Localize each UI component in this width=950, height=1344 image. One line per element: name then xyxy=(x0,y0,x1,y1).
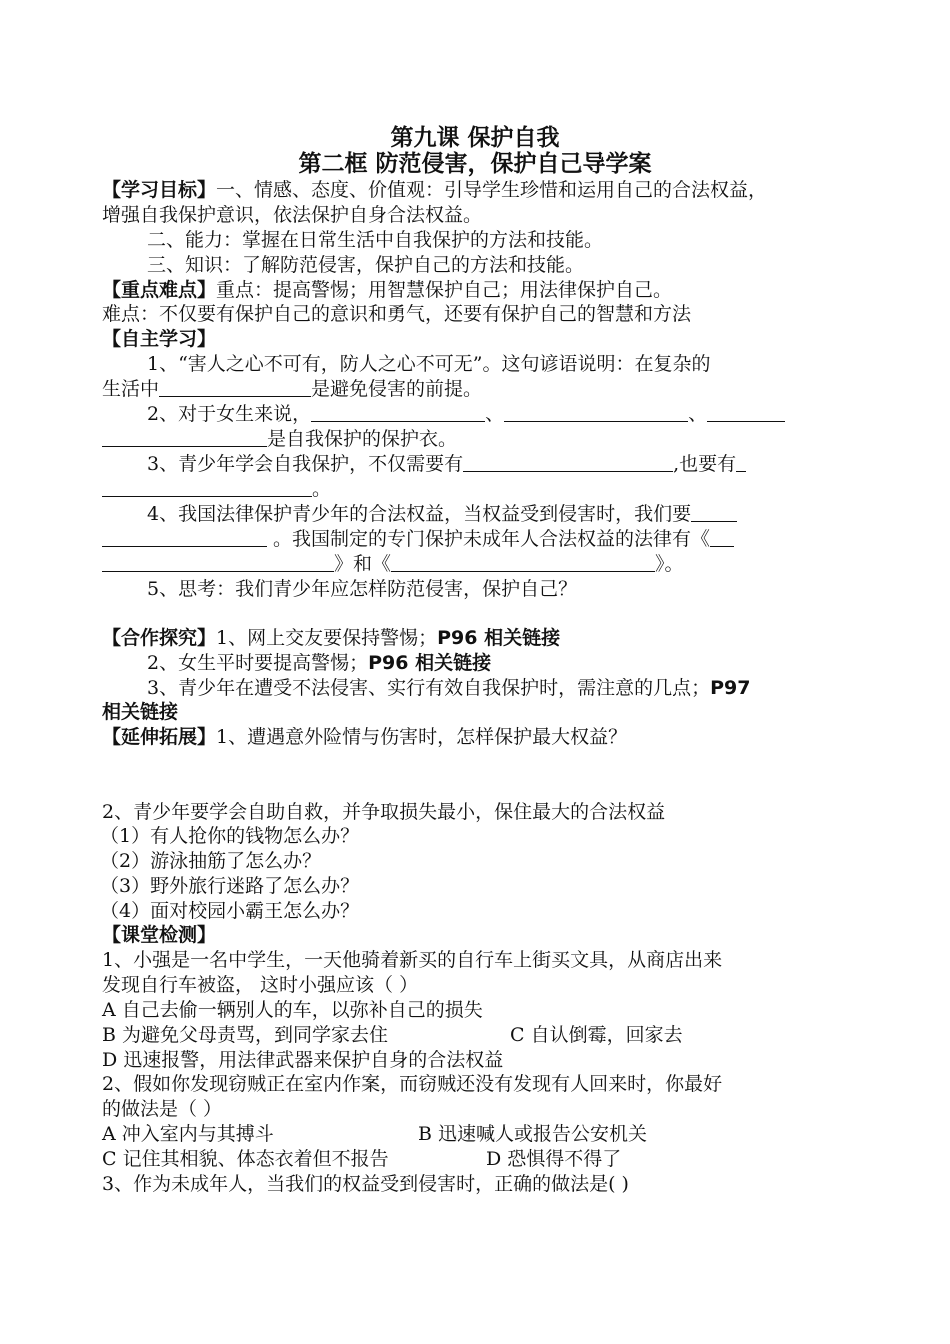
q2-text-c: 是自我保护的保护衣。 xyxy=(267,428,458,450)
q3-blank-1[interactable] xyxy=(463,453,673,472)
self-study-q1-line-2 xyxy=(102,377,814,401)
test-q2-options-ab xyxy=(102,1122,814,1146)
cooperation-line-1 xyxy=(102,626,814,650)
self-study-q5: 5、思考：我们青少年应怎样防范侵害，保护自己？ xyxy=(147,578,578,600)
test-q1-line-1: 1、小强是一名中学生，一天他骑着新买的自行车上街买文具，从商店出来 xyxy=(102,949,723,971)
q4-blank-2a[interactable] xyxy=(710,528,734,547)
objectives-line-4: 三、知识：了解防范侵害，保护自己的方法和技能。 xyxy=(147,254,585,276)
q2-blank-3[interactable] xyxy=(707,403,785,422)
cooperation-link-2: P96 相关链接 xyxy=(368,652,492,674)
q3-text-b: ,也要有 xyxy=(673,453,737,475)
self-study-heading: 【自主学习】 xyxy=(102,328,217,350)
q4-text-b: 。我国制定的专门保护未成年人合法权益的法律有《 xyxy=(267,528,711,550)
q1-text-b: 生活中 xyxy=(102,378,160,400)
test-q2-line-1: 2、假如你发现窃贼正在室内作案，而窃贼还没有发现有人回来时，你最好 xyxy=(102,1073,723,1095)
extension-heading: 【延伸拓展】 xyxy=(102,726,217,748)
test-q1-option-a: A 自己去偷一辆别人的车，以弥补自己的损失 xyxy=(102,999,483,1021)
q1-text-c: 是避免侵害的前提。 xyxy=(311,378,483,400)
q3-blank-2a[interactable] xyxy=(736,453,746,472)
test-q3: 3、作为未成年人，当我们的权益受到侵害时，正确的做法是( ) xyxy=(102,1173,629,1195)
difficult-points-line: 难点：不仅要有保护自己的意识和勇气，还要有保护自己的智慧和方法 xyxy=(102,303,692,325)
q3-blank-2[interactable] xyxy=(102,478,312,497)
section-title: 第二框 防范侵害，保护自己导学案 xyxy=(298,150,652,177)
q1-blank[interactable] xyxy=(159,378,311,397)
q4-text-a: 4、我国法律保护青少年的合法权益，当权益受到侵害时，我们要 xyxy=(147,503,692,525)
cooperation-link-3b: 相关链接 xyxy=(102,701,179,723)
extension-q2: 2、青少年要学会自助自救，并争取损失最小，保住最大的合法权益 xyxy=(102,801,666,823)
objectives-line-3: 二、能力：掌握在日常生活中自我保护的方法和技能。 xyxy=(147,229,604,251)
lesson-title: 第九课 保护自我 xyxy=(390,124,560,151)
key-points-line xyxy=(102,278,814,302)
q4-blank-3[interactable] xyxy=(391,553,655,572)
cooperation-item-3: 3、青少年在遭受不法侵害、实行有效自我保护时，需注意的几点； xyxy=(147,677,711,699)
cooperation-item-1: 1、网上交友要保持警惕； xyxy=(216,627,438,649)
self-study-q4-line-1 xyxy=(147,502,814,526)
q4-blank-1a[interactable] xyxy=(691,503,737,522)
objectives-heading: 【学习目标】 xyxy=(102,179,217,201)
test-q2-options-cd xyxy=(102,1147,814,1171)
self-study-q4-line-2 xyxy=(102,527,814,551)
extension-sub-3: （3）野外旅行迷路了怎么办？ xyxy=(100,875,360,897)
cooperation-line-2 xyxy=(147,651,814,675)
test-q2-option-c: C 记住其相貌、体态衣着但不报告 xyxy=(102,1148,389,1170)
self-study-q3-line-1 xyxy=(147,452,814,476)
extension-sub-4: （4）面对校园小霸王怎么办？ xyxy=(100,900,360,922)
q2-blank-2[interactable] xyxy=(504,403,688,422)
q4-blank-1[interactable] xyxy=(102,528,267,547)
test-q2-option-b: B 迅速喊人或报告公安机关 xyxy=(418,1123,648,1145)
q3-text-a: 3、青少年学会自我保护，不仅需要有 xyxy=(147,453,464,475)
test-q1-line-2: 发现自行车被盗， 这时小强应该（ ） xyxy=(102,974,419,996)
q4-text-d: 》。 xyxy=(655,553,684,575)
q2-text-a: 2、对于女生来说， xyxy=(147,403,312,425)
extension-sub-1: （1）有人抢你的钱物怎么办？ xyxy=(100,825,360,847)
extension-q1: 1、遭遇意外险情与伤害时，怎样保护最大权益？ xyxy=(216,726,628,748)
key-points-text: 重点：提高警惕；用智慧保护自己；用法律保护自己。 xyxy=(216,279,673,301)
q3-text-c: 。 xyxy=(312,478,332,500)
classroom-test-heading: 【课堂检测】 xyxy=(102,924,217,946)
extension-line-1 xyxy=(102,725,814,749)
self-study-q3-line-2 xyxy=(102,477,814,501)
cooperation-link-1: P96 相关链接 xyxy=(437,627,561,649)
test-q1-option-b: B 为避免父母责骂，到同学家去住 xyxy=(102,1024,389,1046)
objectives-text-1: 一、情感、态度、价值观：引导学生珍惜和运用自己的合法权益， xyxy=(216,179,768,201)
cooperation-item-2: 2、女生平时要提高警惕； xyxy=(147,652,369,674)
self-study-q2-line-1 xyxy=(147,402,814,426)
q2-blank-1[interactable] xyxy=(311,403,485,422)
self-study-q4-line-3 xyxy=(102,552,814,576)
objectives-line-2: 增强自我保护意识，依法保护自身合法权益。 xyxy=(102,204,483,226)
cooperation-line-3 xyxy=(147,676,814,700)
self-study-q2-line-2 xyxy=(102,427,814,451)
cooperation-link-3a: P97 xyxy=(710,677,751,699)
self-study-q1-line-1: 1、“害人之心不可有，防人之心不可无”。这句谚语说明：在复杂的 xyxy=(147,353,711,375)
cooperation-heading: 【合作探究】 xyxy=(102,627,217,649)
test-q2-option-d: D 恐惧得不得了 xyxy=(486,1148,622,1170)
test-q2-option-a: A 冲入室内与其搏斗 xyxy=(102,1123,274,1145)
q2-sep-2: 、 xyxy=(688,403,708,425)
q2-blank-4[interactable] xyxy=(102,428,267,447)
test-q1-option-c: C 自认倒霉，回家去 xyxy=(510,1024,683,1046)
test-q1-option-d: D 迅速报警，用法律武器来保护自身的合法权益 xyxy=(102,1049,504,1071)
objectives-line-1 xyxy=(102,178,814,202)
q2-sep-1: 、 xyxy=(485,403,505,425)
extension-sub-2: （2）游泳抽筋了怎么办？ xyxy=(100,850,322,872)
q4-text-c: 》和《 xyxy=(334,553,392,575)
test-q1-options-bc xyxy=(102,1023,814,1047)
test-q2-line-2: 的做法是（ ） xyxy=(102,1098,223,1120)
q4-blank-2[interactable] xyxy=(102,553,334,572)
key-points-heading: 【重点难点】 xyxy=(102,279,217,301)
